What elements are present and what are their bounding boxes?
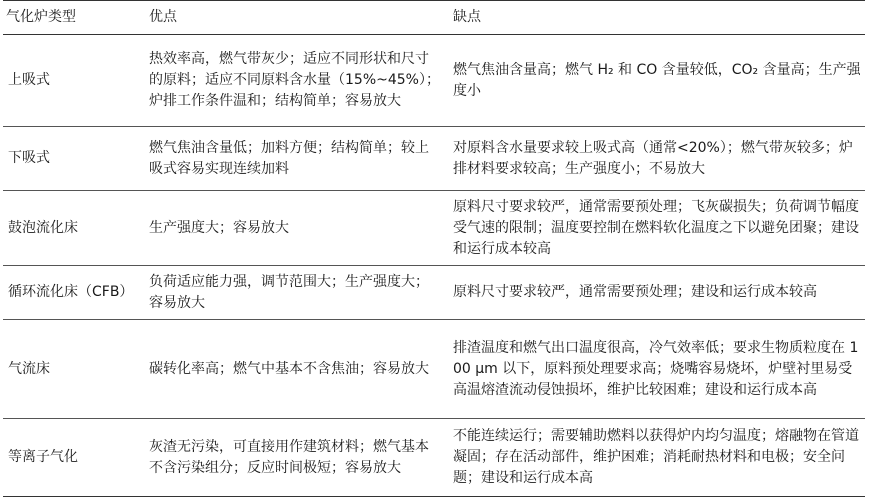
gasifier-type-cell: 循环流化床（CFB） [3,266,141,320]
table-row [3,35,865,127]
disadvantages-cell: 排渣温度和燃气出口温度很高，冷气效率低；要求生物质粒度在 100 μm 以下，原料预处理要求高；烧嘴容易烧坏，炉壁衬里易受高温熔渣流动侵蚀损坏，维护比较困难；建设和运行成本高 [445,320,865,419]
table-row [3,127,865,191]
table-body [3,35,865,497]
disadvantages-cell: 不能连续运行；需要辅助燃料以获得炉内均匀温度；熔融物在管道凝固；存在活动部件，维护困难；消耗耐热材料和电极；安全问题；建设和运行成本高 [445,419,865,497]
disadvantages-cell: 原料尺寸要求较严，通常需要预处理；飞灰碳损失；负荷调节幅度受气速的限制；温度要控制在燃料软化温度之下以避免团聚；建设和运行成本较高 [445,191,865,266]
gasifier-type-cell: 鼓泡流化床 [3,191,141,266]
table-row [3,320,865,419]
gasifier-type-cell: 上吸式 [3,35,141,127]
gasifier-type-cell: 等离子气化 [3,419,141,497]
table-row [3,419,865,497]
disadvantages-cell: 对原料含水量要求较上吸式高（通常<20%）；燃气带灰较多；炉排材料要求较高；生产强度小；不易放大 [445,127,865,191]
disadvantages-cell: 燃气焦油含量高；燃气 H₂ 和 CO 含量较低，CO₂ 含量高；生产强度小 [445,35,865,127]
table-header [3,1,865,35]
gasifier-type-cell: 气流床 [3,320,141,419]
table-row [3,191,865,266]
gasifier-comparison-table [3,0,865,497]
header-gasifier-type: 气化炉类型 [3,1,141,35]
advantages-cell: 负荷适应能力强，调节范围大；生产强度大；容易放大 [141,266,445,320]
advantages-cell: 热效率高，燃气带灰少；适应不同形状和尺寸的原料；适应不同原料含水量（15%~45%）；炉排工作条件温和；结构简单；容易放大 [141,35,445,127]
header-advantages: 优点 [141,1,445,35]
gasifier-type-cell: 下吸式 [3,127,141,191]
advantages-cell: 碳转化率高；燃气中基本不含焦油；容易放大 [141,320,445,419]
header-disadvantages: 缺点 [445,1,865,35]
advantages-cell: 燃气焦油含量低；加料方便；结构简单；较上吸式容易实现连续加料 [141,127,445,191]
advantages-cell: 灰渣无污染，可直接用作建筑材料；燃气基本不含污染组分；反应时间极短；容易放大 [141,419,445,497]
disadvantages-cell: 原料尺寸要求较严，通常需要预处理；建设和运行成本较高 [445,266,865,320]
header-row [3,1,865,35]
table-row [3,266,865,320]
advantages-cell: 生产强度大；容易放大 [141,191,445,266]
